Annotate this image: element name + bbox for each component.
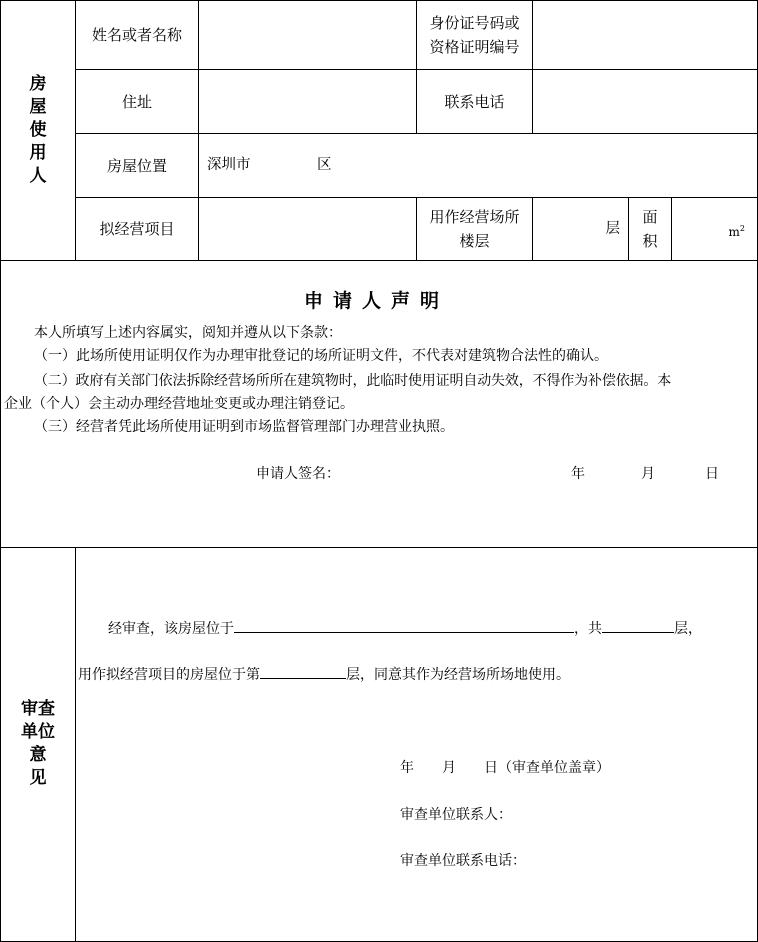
name-label: 姓名或者名称	[91, 26, 182, 44]
section-label-char: 用	[29, 143, 47, 163]
section-label-chars: 见	[29, 768, 47, 788]
border-left	[0, 0, 1, 942]
area-unit-sup: 2	[739, 224, 745, 233]
location-city: 深圳市	[207, 157, 251, 173]
section-label-char: 屋	[29, 97, 47, 117]
project-field[interactable]	[199, 198, 416, 260]
col-divider	[75, 547, 76, 942]
signature-year: 年	[571, 466, 585, 482]
section-divider	[0, 547, 758, 548]
total-floors-blank[interactable]	[602, 616, 674, 633]
section-label-chars: 审查	[21, 699, 55, 719]
review-line-2-suffix: 层，同意其作为经营场所场地使用。	[346, 667, 570, 683]
area-label	[629, 198, 671, 260]
area-label-line1: 面	[642, 208, 658, 226]
review-date-stamp: 年 月 日（审查单位盖章）	[400, 760, 610, 776]
review-phone-label: 审查单位联系电话：	[400, 853, 526, 869]
declaration-title: 申请人声明	[304, 290, 450, 312]
location-label: 房屋位置	[106, 156, 167, 175]
phone-label: 联系电话	[444, 92, 505, 111]
area-unit	[729, 217, 745, 244]
floor-label	[417, 198, 532, 260]
signature-day: 日	[705, 466, 719, 482]
review-line-2-prefix: 用作拟经营项目的房屋位于第	[78, 667, 260, 683]
location-field[interactable]	[199, 134, 757, 197]
id-number-label	[417, 1, 532, 69]
review-line-1	[108, 616, 702, 641]
floor-unit: 层	[605, 221, 620, 237]
area-label-line2: 积	[642, 232, 658, 250]
area-field[interactable]	[672, 198, 757, 260]
id-number-field[interactable]	[533, 1, 757, 69]
floor-label-line2: 楼层	[459, 232, 490, 250]
review-line-1-suffix: 层，	[674, 621, 702, 637]
section-label-char: 房	[29, 74, 47, 94]
id-number-label-line2: 资格证明编号	[429, 38, 520, 56]
review-line-2	[78, 662, 570, 687]
signature-month: 月	[641, 466, 655, 482]
area-unit-base: m	[728, 225, 740, 239]
location-district: 区	[317, 157, 332, 173]
section-label-char: 人	[29, 166, 47, 186]
declaration-clause-2-line2: 企业（个人）会主动办理经营地址变更或办理注销登记。	[4, 396, 354, 412]
declaration-intro: 本人所填写上述内容属实，阅知并遵从以下条款：	[34, 325, 342, 341]
section-label-chars: 单位	[21, 722, 55, 742]
section-label-house-user	[26, 73, 50, 188]
review-contact-label: 审查单位联系人：	[400, 807, 512, 823]
project-label: 拟经营项目	[99, 220, 175, 238]
name-field[interactable]	[199, 1, 416, 69]
phone-field[interactable]	[533, 70, 757, 133]
review-line-1-mid: ，共	[574, 621, 602, 637]
applicant-signature-field[interactable]	[346, 462, 556, 486]
house-location-blank[interactable]	[234, 616, 574, 633]
id-number-label-line1: 身份证号码或	[429, 14, 520, 32]
floor-field[interactable]	[533, 198, 628, 260]
section-label-char: 使	[29, 120, 47, 140]
review-line-1-prefix: 经审查，该房屋位于	[108, 621, 234, 637]
declaration-clause-2-line1: （二）政府有关部门依法拆除经营场所所在建筑物时，此临时使用证明自动失效，不得作为补偿依据。本	[34, 373, 672, 389]
section-label-chars: 意	[29, 745, 47, 765]
section-label-review	[10, 698, 66, 790]
declaration-clause-3: （三）经营者凭此场所使用证明到市场监督管理部门办理营业执照。	[34, 419, 454, 435]
address-field[interactable]	[199, 70, 416, 133]
address-label: 住址	[121, 92, 152, 111]
business-floor-blank[interactable]	[260, 662, 346, 679]
declaration-clause-1: （一）此场所使用证明仅作为办理审批登记的场所证明文件，不代表对建筑物合法性的确认。	[34, 348, 608, 364]
floor-label-line1: 用作经营场所	[429, 208, 520, 226]
applicant-signature-label: 申请人签名：	[256, 466, 340, 482]
section-divider	[0, 260, 758, 261]
